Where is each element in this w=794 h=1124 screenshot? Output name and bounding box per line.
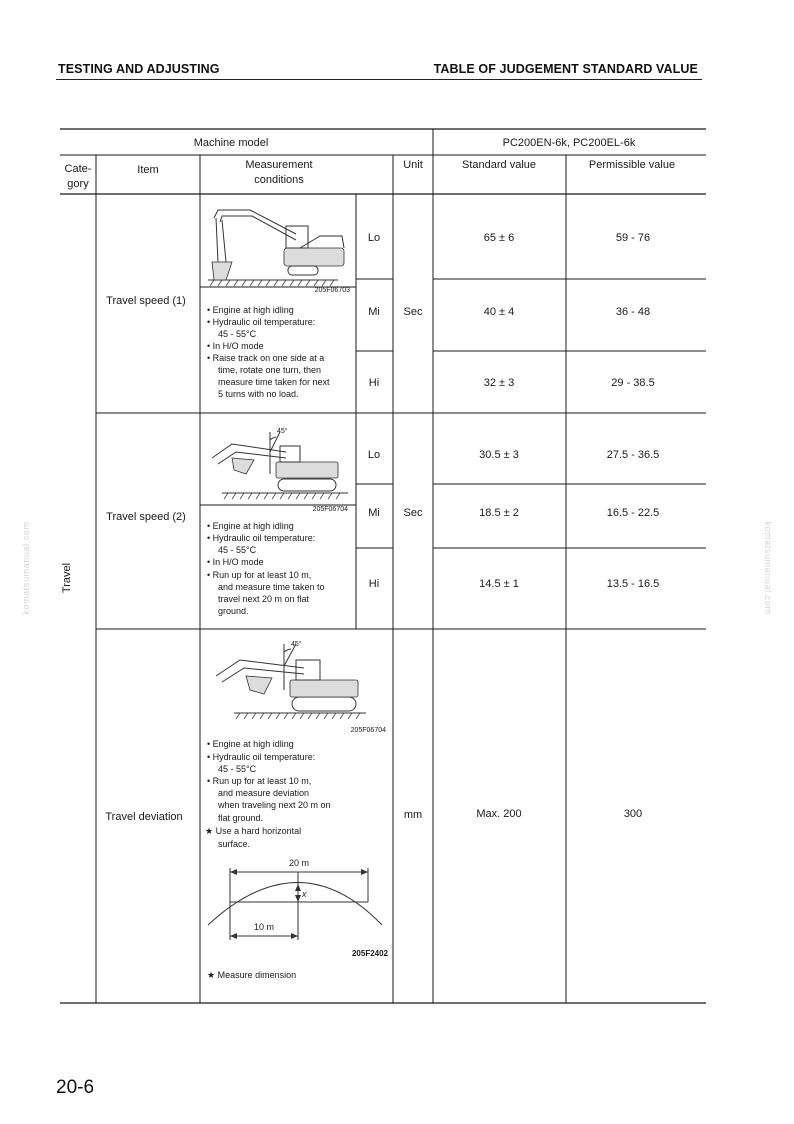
standard-mi-1: 40 ± 4 <box>483 306 515 318</box>
conditions-travel-speed-2 <box>207 521 325 616</box>
permissible-lo-2: 27.5 - 36.5 <box>606 449 660 461</box>
svg-text:• In H/O mode: • In H/O mode <box>207 341 264 351</box>
svg-text:• Engine at high idling: • Engine at high idling <box>207 739 294 749</box>
svg-text:• Hydraulic oil temperature:: • Hydraulic oil temperature: <box>207 533 316 543</box>
header-measurement: Measurement <box>245 159 313 171</box>
standard-hi-1: 32 ± 3 <box>483 377 515 389</box>
header-category: Cate- <box>64 163 92 175</box>
mode-lo-1: Lo <box>367 232 381 244</box>
excavator-travel-figure <box>212 432 348 499</box>
svg-text:45 - 55°C: 45 - 55°C <box>218 545 257 555</box>
header-unit: Unit <box>403 159 423 171</box>
permissible-hi-2: 13.5 - 16.5 <box>606 578 660 590</box>
conditions-travel-speed-1 <box>207 305 330 399</box>
table-grid <box>60 129 706 1003</box>
unit-2: Sec <box>403 507 423 519</box>
dim-10m: 10 m <box>253 922 275 932</box>
svg-text:when traveling next 20 m on: when traveling next 20 m on <box>218 800 331 810</box>
svg-text:surface.: surface. <box>218 839 251 849</box>
mode-mi-2: Mi <box>368 507 380 519</box>
standard-mi-2: 18.5 ± 2 <box>479 507 519 519</box>
header-permissible: Permissible value <box>588 159 676 171</box>
permissible-mi-2: 16.5 - 22.5 <box>606 507 660 519</box>
svg-text:• In H/O mode: • In H/O mode <box>207 557 264 567</box>
svg-text:and measure time taken to: and measure time taken to <box>218 582 325 592</box>
svg-text:time, rotate one turn, then: time, rotate one turn, then <box>218 365 322 375</box>
svg-text:★ Use a hard horizontal: ★ Use a hard horizontal <box>205 826 302 836</box>
standard-lo-1: 65 ± 6 <box>483 232 515 244</box>
figure-code-3: 205F06704 <box>350 727 386 734</box>
angle-label-3: 45° <box>291 641 302 648</box>
diagram-code: 205F2402 <box>351 949 388 958</box>
svg-text:and measure deviation: and measure deviation <box>218 788 310 798</box>
category-travel: Travel <box>61 562 73 594</box>
svg-text:• Run up for at least 10 m,: • Run up for at least 10 m, <box>207 570 312 580</box>
angle-label-2: 45° <box>277 428 288 435</box>
measure-note: ★ Measure dimension <box>207 970 297 980</box>
svg-text:ground.: ground. <box>218 606 249 616</box>
machine-model-value: PC200EN-6k, PC200EL-6k <box>502 137 636 149</box>
dim-20m: 20 m <box>288 858 310 868</box>
mode-hi-2: Hi <box>368 578 380 590</box>
svg-text:5 turns with no load.: 5 turns with no load. <box>218 389 299 399</box>
deviation-diagram <box>208 868 382 940</box>
permissible-deviation: 300 <box>623 808 643 820</box>
svg-text:45 - 55°C: 45 - 55°C <box>218 329 257 339</box>
svg-text:• Engine at high idling: • Engine at high idling <box>207 305 294 315</box>
svg-text:• Hydraulic oil temperature:: • Hydraulic oil temperature: <box>207 317 316 327</box>
dim-x: x <box>302 889 307 899</box>
unit-3: mm <box>403 809 423 821</box>
header-category-2: gory <box>67 178 89 190</box>
item-travel-deviation: Travel deviation <box>105 811 183 823</box>
mode-lo-2: Lo <box>367 449 381 461</box>
figure-code-2: 205F06704 <box>312 506 348 513</box>
conditions-travel-deviation <box>205 739 331 849</box>
watermark-left: komatsumanual.com <box>21 521 31 615</box>
permissible-hi-1: 29 - 38.5 <box>611 377 655 389</box>
svg-text:45 - 55°C: 45 - 55°C <box>218 764 257 774</box>
header-standard: Standard value <box>462 159 536 171</box>
mode-hi-1: Hi <box>368 377 380 389</box>
standard-lo-2: 30.5 ± 3 <box>479 449 519 461</box>
excavator-track-raised-figure <box>208 210 344 286</box>
svg-text:• Engine at high idling: • Engine at high idling <box>207 521 294 531</box>
svg-text:flat ground.: flat ground. <box>218 813 264 823</box>
standard-deviation: Max. 200 <box>476 808 522 820</box>
permissible-mi-1: 36 - 48 <box>615 306 651 318</box>
page-number: 20-6 <box>56 1077 95 1098</box>
watermark-right: komatsumanual.com <box>763 521 773 615</box>
svg-text:• Hydraulic oil temperature:: • Hydraulic oil temperature: <box>207 752 316 762</box>
excavator-deviation-figure <box>216 644 366 719</box>
permissible-lo-1: 59 - 76 <box>615 232 651 244</box>
mode-mi-1: Mi <box>368 306 380 318</box>
standard-hi-2: 14.5 ± 1 <box>479 578 519 590</box>
section-title: TESTING AND ADJUSTING <box>58 62 220 76</box>
header-item: Item <box>137 164 159 176</box>
unit-1: Sec <box>403 306 423 318</box>
svg-text:measure time taken for next: measure time taken for next <box>218 377 330 387</box>
machine-model-label: Machine model <box>193 137 269 149</box>
svg-text:• Raise track on one side at a: • Raise track on one side at a <box>207 353 325 363</box>
item-travel-speed-1: Travel speed (1) <box>106 295 186 307</box>
header-measurement-2: conditions <box>254 174 304 186</box>
svg-text:travel next 20 m on flat: travel next 20 m on flat <box>218 594 310 604</box>
item-travel-speed-2: Travel speed (2) <box>106 511 186 523</box>
figure-code-1: 205F06703 <box>314 287 350 294</box>
table-title: TABLE OF JUDGEMENT STANDARD VALUE <box>433 62 698 76</box>
svg-text:• Run up for at least 10 m,: • Run up for at least 10 m, <box>207 776 312 786</box>
